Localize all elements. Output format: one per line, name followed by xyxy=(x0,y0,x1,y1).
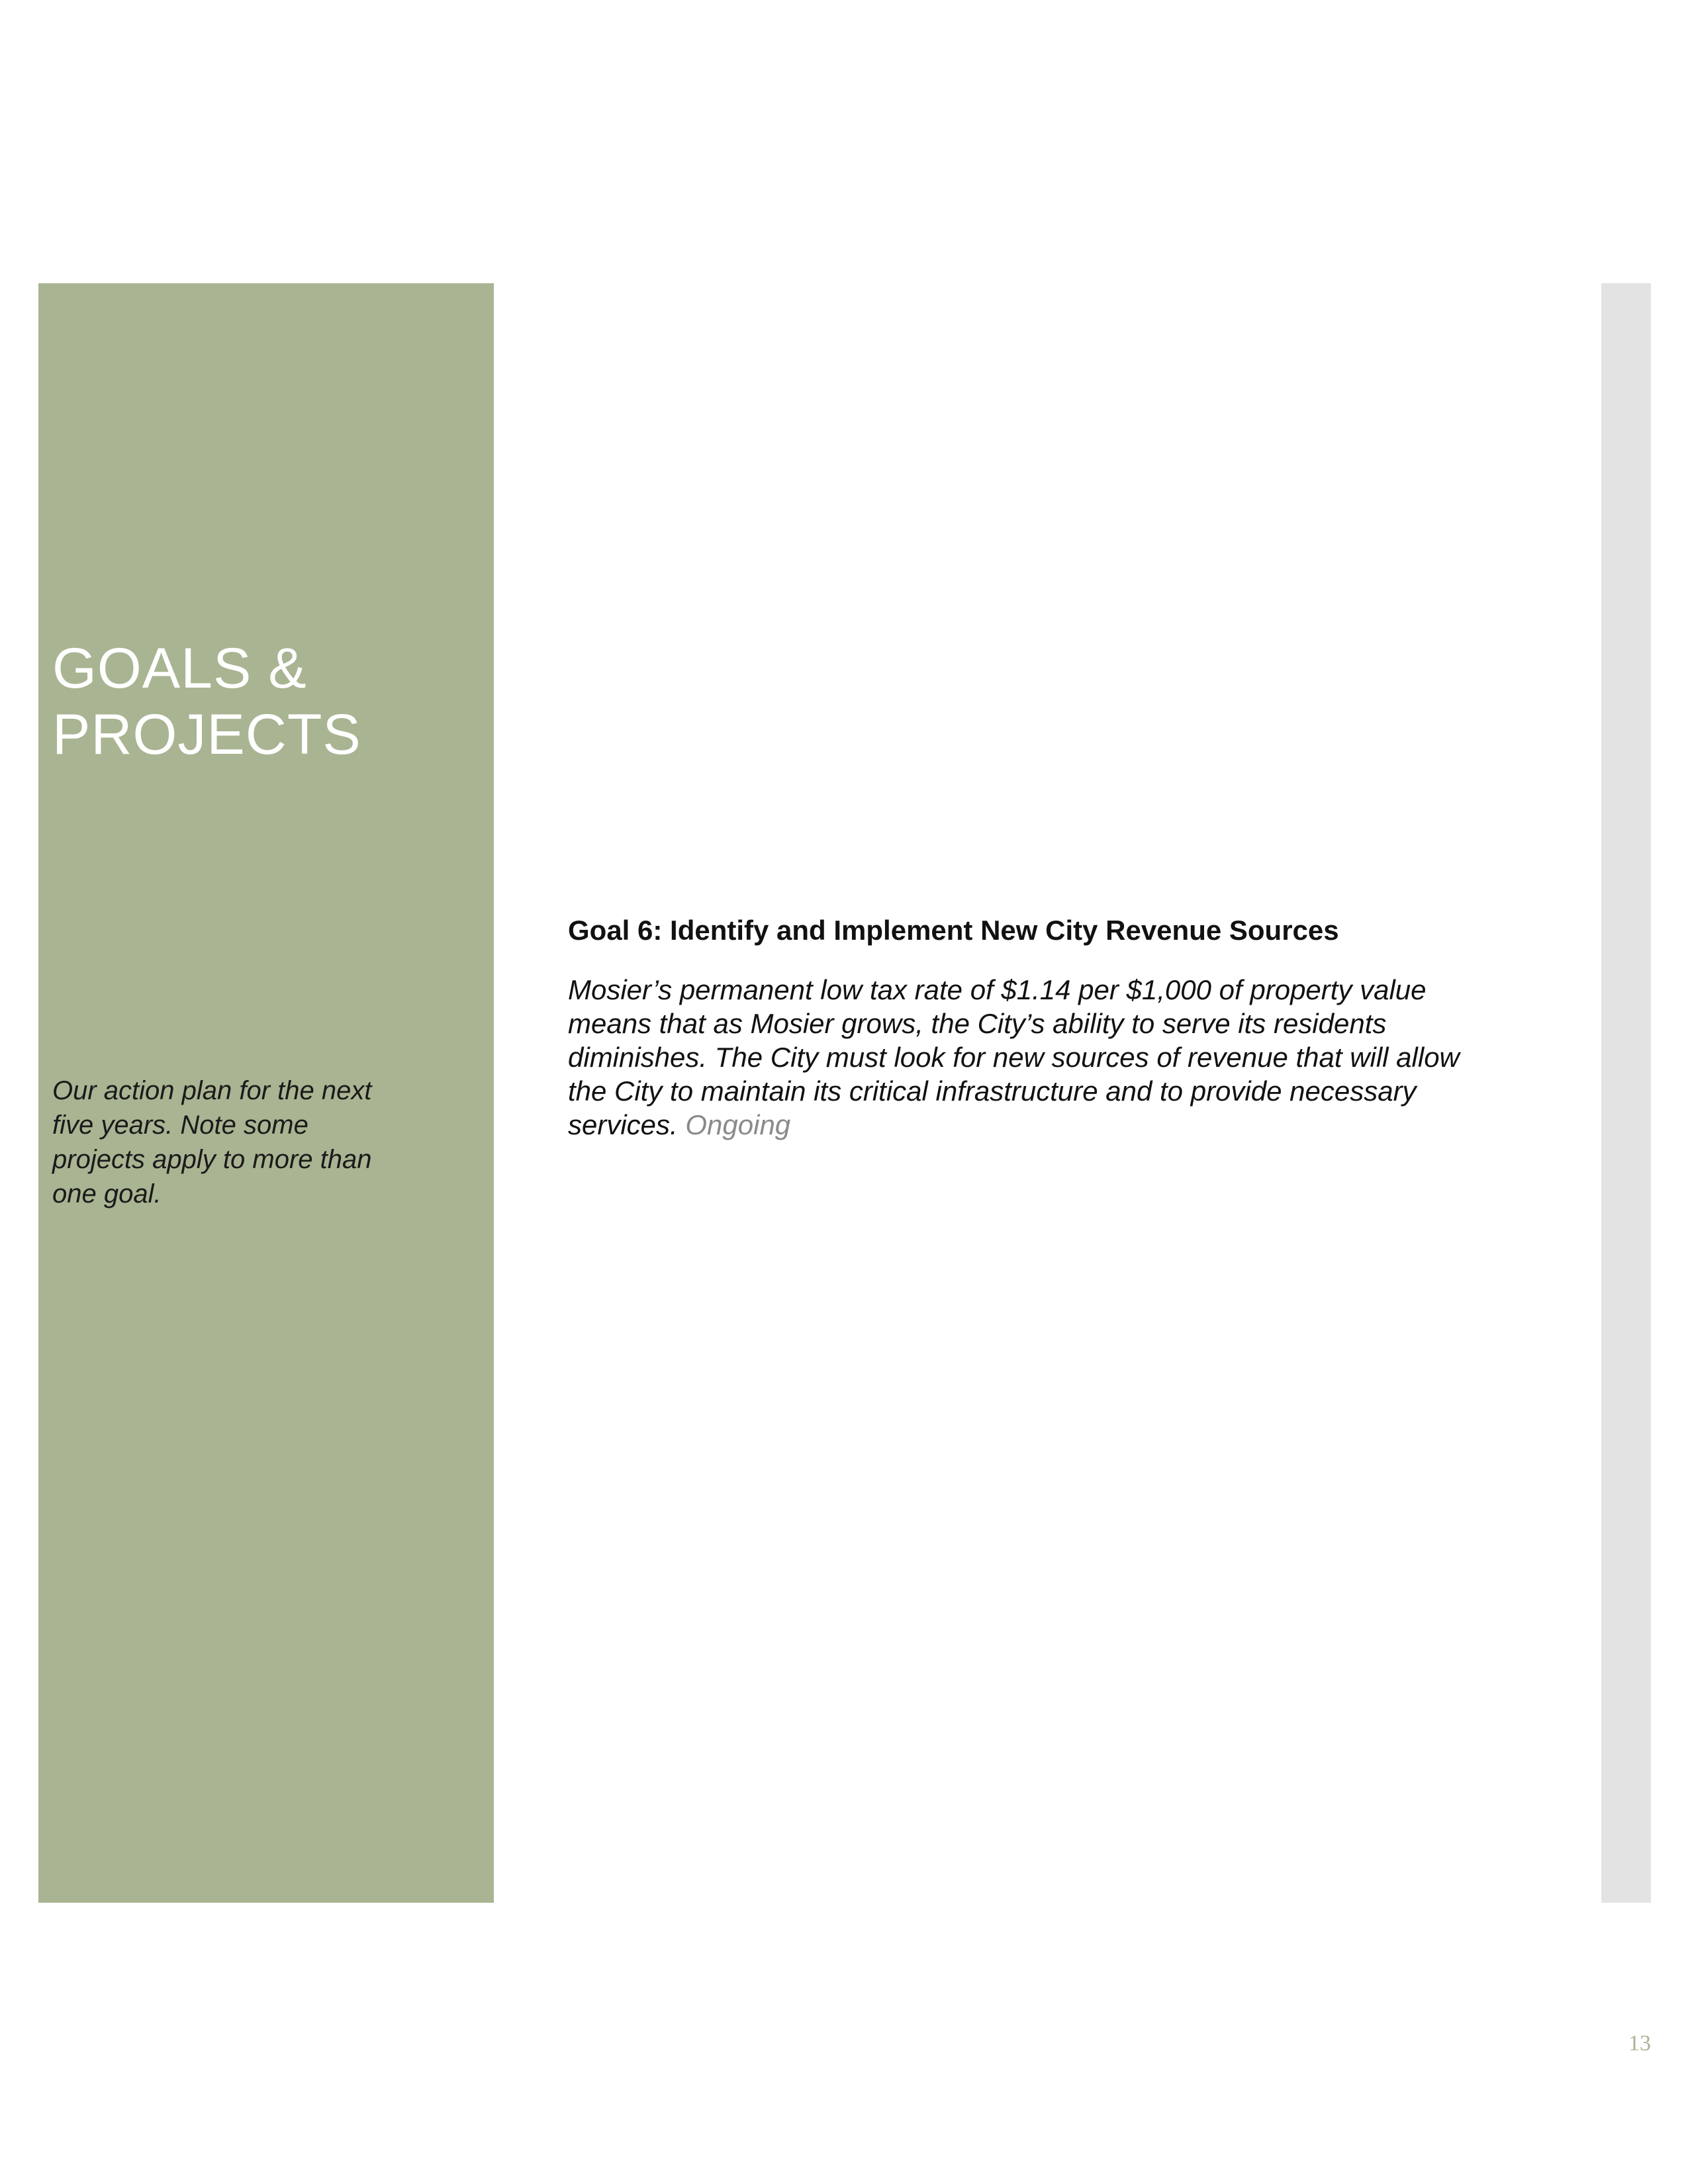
goal-description xyxy=(568,973,1528,1142)
section-subtitle xyxy=(52,1073,410,1211)
section-title xyxy=(52,635,423,768)
goal-description-text: Mosier’s permanent low tax rate of $1.14 per $1,000 of property value means that as Mosier grows, the City’s ability to serve its residents diminishes. The City must look for new sources of revenue that will allow the City to maintain its critical infrastructure and to provide necessary services. xyxy=(568,974,1460,1140)
goal-heading: Goal 6: Identify and Implement New City Revenue Sources xyxy=(568,915,1339,946)
goal-status: Ongoing xyxy=(685,1109,791,1140)
section-title-line-2: PROJECTS xyxy=(52,703,361,766)
right-accent-bar xyxy=(1601,283,1651,1903)
section-subtitle-text: Our action plan for the next five years. Note some projects apply to more than one goal. xyxy=(52,1076,372,1208)
page-number: 13 xyxy=(1628,2031,1651,2056)
goal-section xyxy=(568,912,1528,1142)
section-title-line-1: GOALS & xyxy=(52,637,307,700)
